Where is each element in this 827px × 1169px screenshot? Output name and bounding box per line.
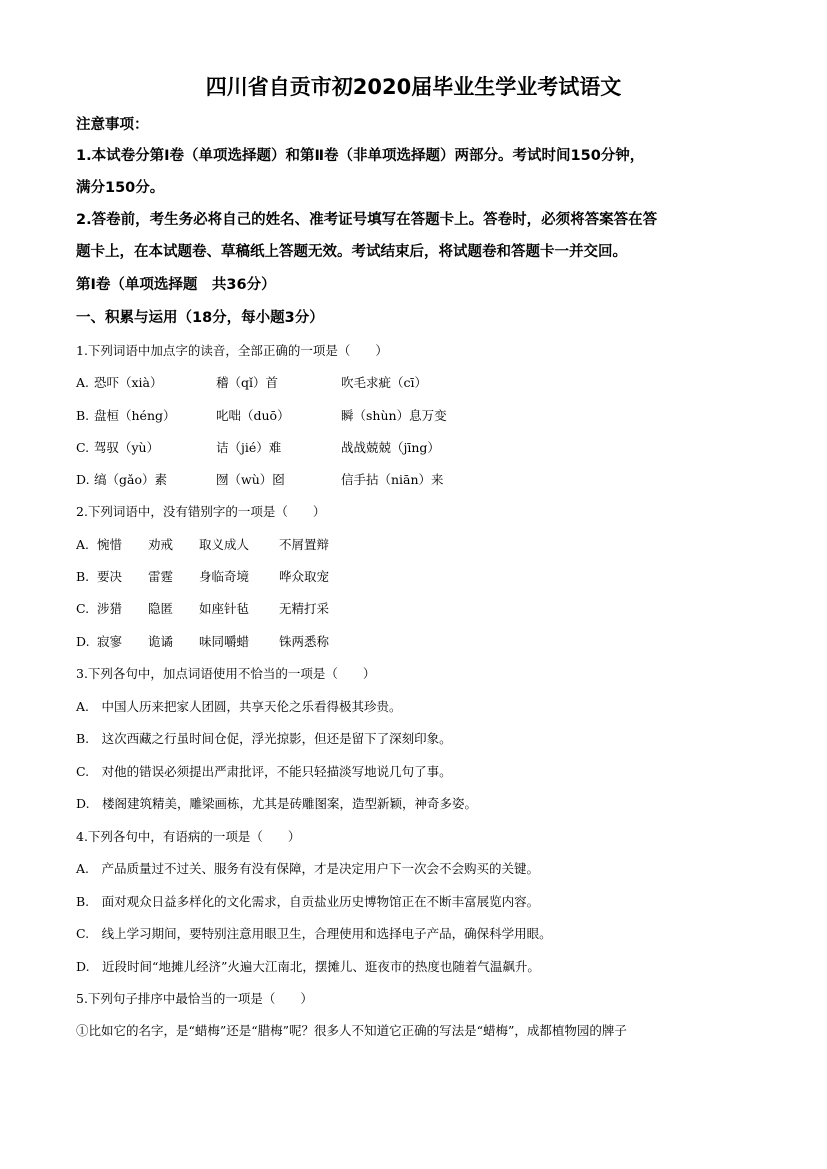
question-4-option-b: B. 面对观众日益多样化的文化需求，自贡盐业历史博物馆正在不断丰富展览内容。 [76, 894, 540, 909]
question-3-option-a: A. 中国人历来把家人团圆，共享天伦之乐看得极其珍贵。 [76, 699, 402, 714]
question-3-option-d: D. 楼阁建筑精美，雕梁画栋，尤其是砖雕图案，造型新颖，神奇多姿。 [76, 796, 478, 811]
option-word: 囫（wù）囵 [216, 472, 285, 487]
option-word: 取义成人 [199, 537, 250, 552]
option-word: 惋惜 [97, 537, 123, 552]
question-5-stem: 5.下列句子排序中最恰当的一项是（ ） [76, 991, 313, 1006]
notice-item-2-line-1: 2.答卷前，考生务必将自己的姓名、准考证号填写在答题卡上。答卷时，必须将答案答在答 [76, 212, 658, 228]
option-word: 信手拈（niān）来 [341, 472, 444, 487]
option-word: 战战兢兢（jīng） [341, 440, 440, 455]
question-4-stem: 4.下列各句中，有语病的一项是（ ） [76, 829, 301, 844]
option-word: 吹毛求疵（cī） [341, 375, 427, 390]
option-label: C. [76, 601, 90, 616]
option-label: B. [76, 569, 90, 584]
option-word: 诡谲 [148, 634, 174, 649]
option-word: 诘（jié）难 [216, 440, 282, 455]
part-1-heading: 第Ⅰ卷（单项选择题 共36分） [76, 277, 276, 293]
question-4-option-a: A. 产品质量过不过关、服务有没有保障，才是决定用户下一次会不会购买的关键。 [76, 861, 540, 876]
option-label: D. [76, 634, 90, 649]
option-label: A. [76, 537, 90, 552]
option-word: 要决 [97, 569, 123, 584]
option-word: 无精打采 [279, 601, 330, 616]
notice-item-1-line-2: 满分150分。 [76, 180, 165, 196]
option-word: 盘桓（héng） [94, 408, 176, 423]
notice-item-1-line-1: 1.本试卷分第Ⅰ卷（单项选择题）和第Ⅱ卷（非单项选择题）两部分。考试时间150分钟， [76, 148, 645, 164]
option-word: 味同嚼蜡 [199, 634, 250, 649]
option-word: 涉猎 [97, 601, 123, 616]
option-word: 隐匿 [148, 601, 174, 616]
option-word: 叱咄（duō） [216, 408, 290, 423]
option-word: 缟（gǎo）素 [94, 472, 167, 487]
option-word: 恐吓（xià） [94, 375, 163, 390]
option-label: B. [76, 408, 90, 423]
question-4-option-c: C. 线上学习期间，要特别注意用眼卫生，合理使用和选择电子产品，确保科学用眼。 [76, 926, 552, 941]
question-5-line-1: ①比如它的名字，是“蜡梅”还是“腊梅”呢？很多人不知道它正确的写法是“蜡梅”，成都植物园的牌子 [76, 1023, 627, 1038]
option-word: 铢两悉称 [279, 634, 330, 649]
option-word: 寂寥 [97, 634, 123, 649]
question-2-stem: 2.下列词语中，没有错别字的一项是（ ） [76, 504, 326, 519]
notice-item-2-line-2: 题卡上，在本试题卷、草稿纸上答题无效。考试结束后，将试题卷和答题卡一并交回。 [76, 244, 627, 260]
option-word: 雷霆 [148, 569, 174, 584]
option-word: 不屑置辩 [279, 537, 330, 552]
option-label: A. [76, 375, 90, 390]
option-label: C. [76, 440, 90, 455]
option-word: 身临奇境 [199, 569, 250, 584]
option-word: 瞬（shùn）息万变 [341, 408, 447, 423]
question-1-stem: 1.下列词语中加点字的读音，全部正确的一项是（ ） [76, 343, 388, 358]
section-1-heading: 一、积累与运用（18分，每小题3分） [76, 310, 324, 326]
option-word: 稽（qǐ）首 [216, 375, 278, 390]
option-word: 驾驭（yù） [94, 440, 160, 455]
page-title: 四川省自贡市初2020届毕业生学业考试语文 [205, 75, 622, 99]
notice-heading: 注意事项： [76, 117, 149, 133]
option-word: 哗众取宠 [279, 569, 330, 584]
option-label: D. [76, 472, 90, 487]
question-3-option-b: B. 这次西藏之行虽时间仓促，浮光掠影，但还是留下了深刻印象。 [76, 731, 452, 746]
question-3-stem: 3.下列各句中，加点词语使用不恰当的一项是（ ） [76, 666, 376, 681]
option-word: 如座针毡 [199, 601, 250, 616]
question-3-option-c: C. 对他的错误必须提出严肃批评，不能只轻描淡写地说几句了事。 [76, 764, 452, 779]
option-word: 劝戒 [148, 537, 174, 552]
question-4-option-d: D. 近段时间“地摊儿经济”火遍大江南北，摆摊儿、逛夜市的热度也随着气温飙升。 [76, 959, 540, 974]
